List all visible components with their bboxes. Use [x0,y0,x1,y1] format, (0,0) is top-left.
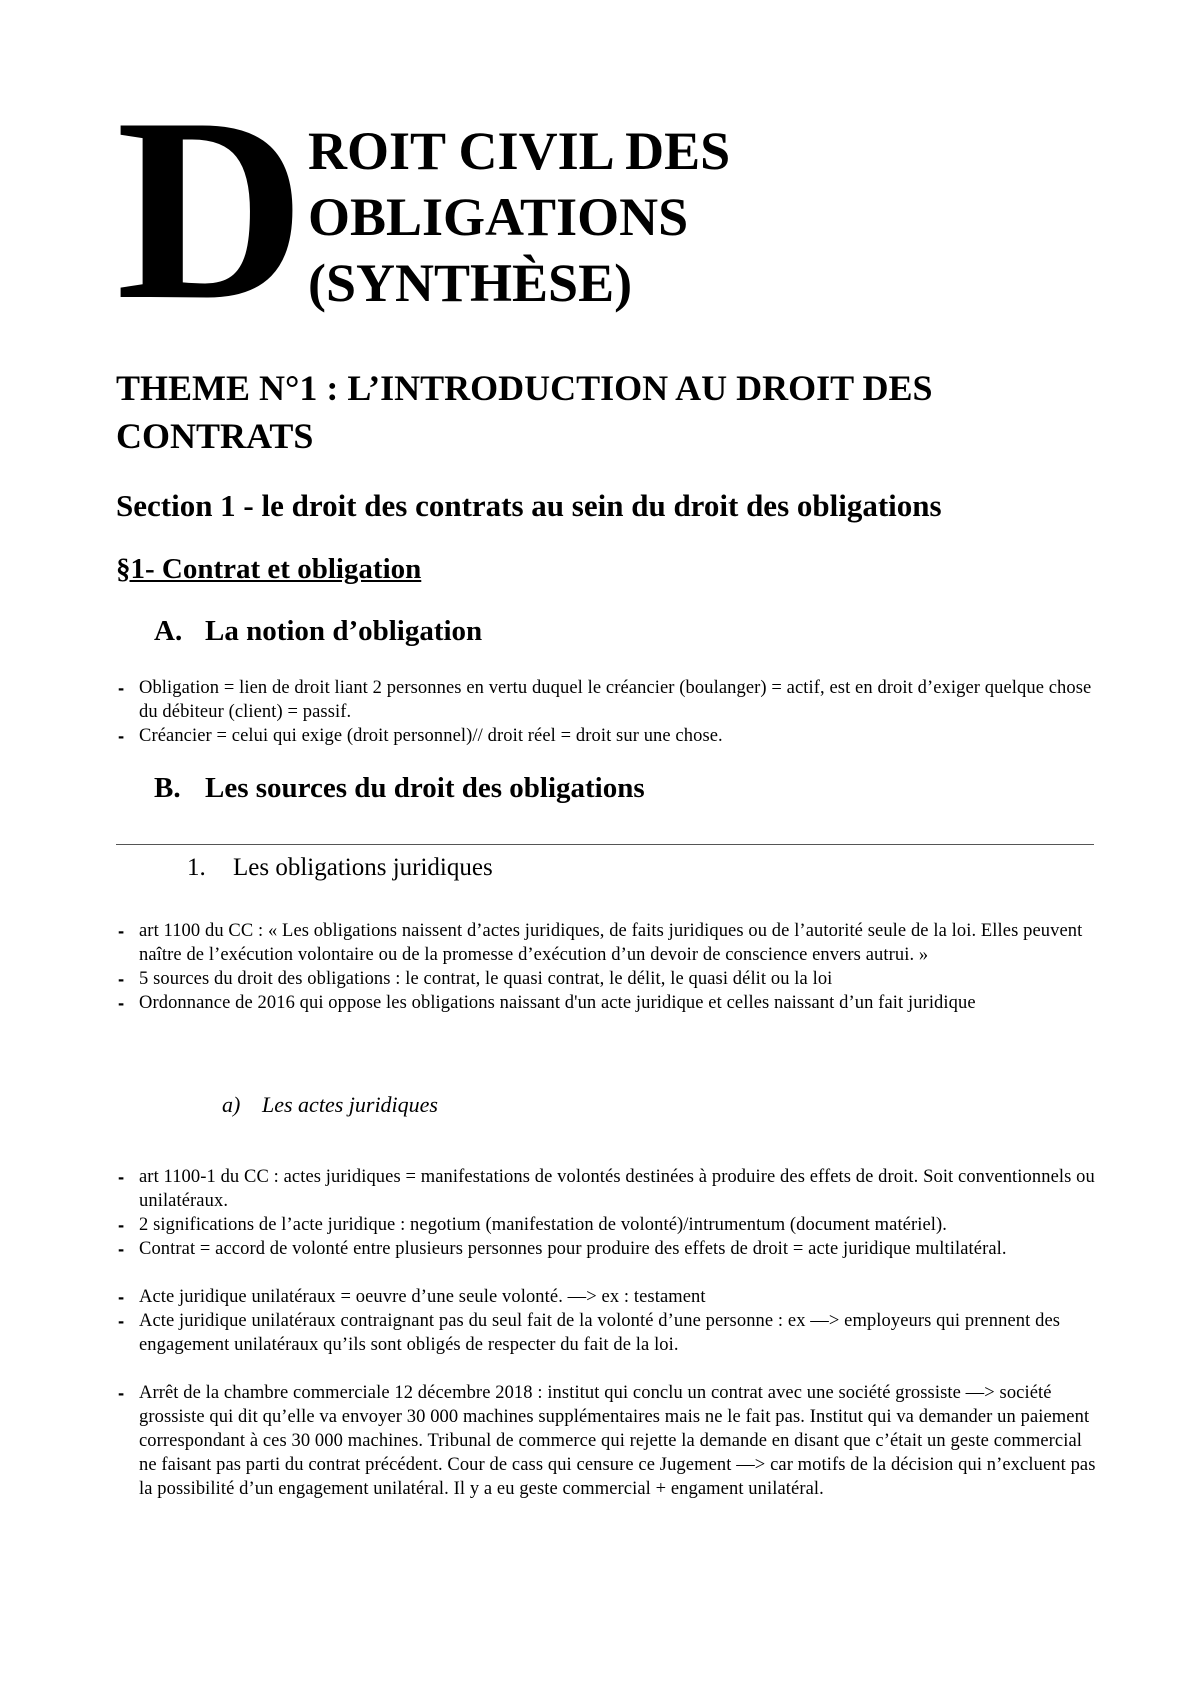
subheading-a1-number: a) [222,1092,241,1117]
list-item: - Obligation = lien de droit liant 2 personnes en vertu duquel le créancier (boulanger) = actif, est en droit d’exiger quelque chose du débiteur (client) = passif. [116,676,1096,724]
list-1 [116,919,1096,1015]
subheading-1-text: Les obligations juridiques [233,854,493,881]
list-item: - 5 sources du droit des obligations : le contrat, le quasi contrat, le délit, le quasi délit ou la loi [116,967,1096,991]
subheading-a-number: A. [154,615,183,647]
list-a1 [116,1165,1096,1501]
subheading-1 [187,854,493,882]
subheading-b-text: Les sources du droit des obligations [205,772,645,804]
paragraph-heading: §1- Contrat et obligation [116,553,422,585]
subheading-a-text: La notion d’obligation [205,615,483,647]
horizontal-divider [116,844,1094,845]
list-item: - art 1100 du CC : « Les obligations naissent d’actes juridiques, de faits juridiques ou de l’autorité seule de la loi. Elles peuvent naître de l’exécution volontaire ou de la promesse d’exécution d’un devoir de conscience envers autrui. » [116,919,1096,967]
subheading-a [154,615,482,648]
title-dropcap: D [116,64,300,354]
title-line-2: OBLIGATIONS [308,187,689,247]
subheading-b [154,772,645,805]
title-line-1: ROIT CIVIL DES [308,121,731,181]
theme-heading: THEME N°1 : L’INTRODUCTION AU DROIT DES CONTRATS [116,368,933,456]
list-item: - Arrêt de la chambre commerciale 12 décembre 2018 : institut qui conclu un contrat avec une société grossiste —> société grossiste qui dit qu’elle va envoyer 30 000 machines supplémentaires mais ne le fait pas. Institut qui va demander un paiement correspondant à ces 30 000 machines. Tribunal de commerce qui rejette la demande en disant que c’était un geste commercial ne faisant pas parti du contrat précédent. Cour de cass qui censure ce Jugement —> car motifs de la décision qui n’excluent pas la possibilité d’un engagement unilatéral. Il y a eu geste commercial + engament unilatéral. [116,1381,1096,1501]
list-a [116,676,1096,748]
subheading-1-number: 1. [187,854,206,881]
title-line-3: (SYNTHÈSE) [308,253,633,313]
section-heading: Section 1 - le droit des contrats au sein du droit des obligations [116,488,942,523]
list-item: - Ordonnance de 2016 qui oppose les obligations naissant d'un acte juridique et celles naissant d’un fait juridique [116,991,1096,1015]
subheading-a1-text: Les actes juridiques [262,1092,438,1117]
document-title [308,118,730,316]
list-item: - Acte juridique unilatéraux = oeuvre d’une seule volonté. —> ex : testament [116,1285,1096,1309]
list-item: - art 1100-1 du CC : actes juridiques = manifestations de volontés destinées à produire des effets de droit. Soit conventionnels ou unilatéraux. [116,1165,1096,1213]
list-item: - Contrat = accord de volonté entre plusieurs personnes pour produire des effets de droit = acte juridique multilatéral. [116,1237,1096,1261]
list-item: - Créancier = celui qui exige (droit personnel)// droit réel = droit sur une chose. [116,724,1096,748]
list-item: - Acte juridique unilatéraux contraignant pas du seul fait de la volonté d’une personne : ex —> employeurs qui prennent des engagement unilatéraux qu’ils sont obligés de respecter du fait de la loi. [116,1309,1096,1357]
subheading-b-number: B. [154,772,181,804]
list-item: - 2 significations de l’acte juridique : negotium (manifestation de volonté)/intrumentum (document matériel). [116,1213,1096,1237]
subheading-a1 [222,1092,438,1118]
